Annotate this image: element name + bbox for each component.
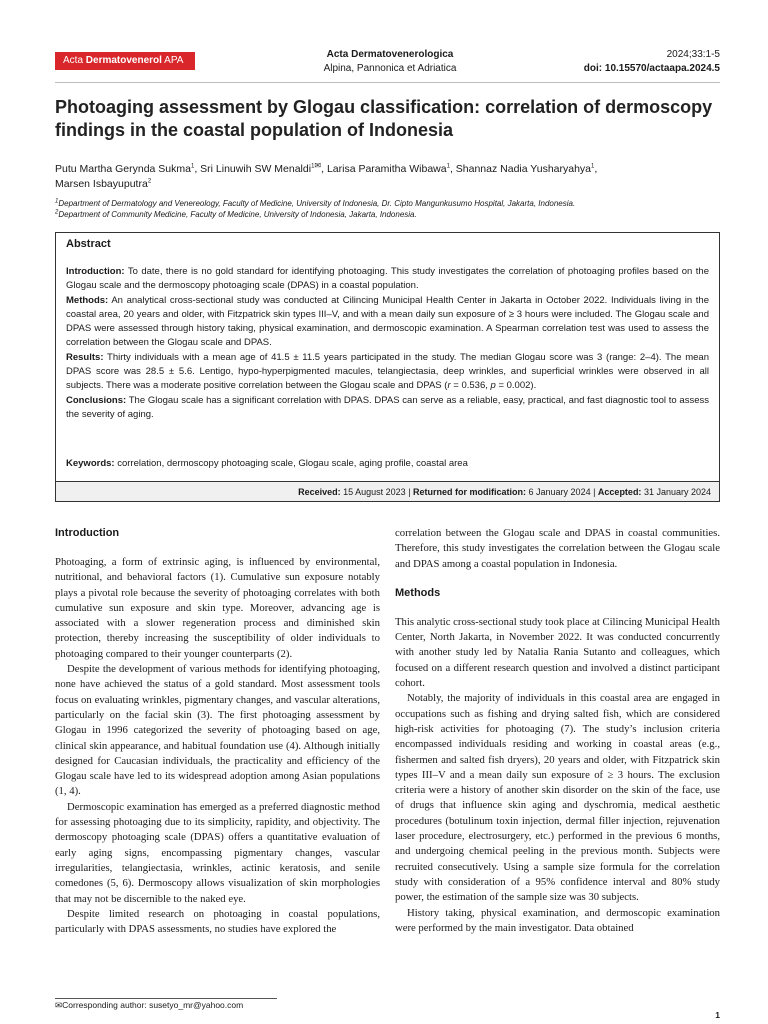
affiliation-item: $^1$Department of Dermatology and Venereology, Faculty of Medicine, University of Indonesia, Dr. Cipto Mangunkusumo Hospital, Jakarta, Indonesia. — [55, 198, 576, 208]
abstract-heading: Abstract — [66, 238, 111, 250]
introduction-heading: Introduction — [55, 527, 120, 539]
left-column — [55, 526, 380, 937]
abstract-box — [55, 232, 720, 502]
paragraph: Despite limited research on photoaging in coastal populations, particularly with DPAS assessments, no studies have explored the — [55, 907, 380, 936]
affiliation-item: $^2$Department of Community Medicine, Faculty of Medicine, University of Indonesia, Jakarta, Indonesia. — [55, 209, 417, 219]
right-column — [395, 526, 720, 936]
citation-block — [584, 48, 720, 76]
author-sup: 1 — [311, 163, 315, 170]
corresponding-email[interactable]: Corresponding author: susetyo_mr@yahoo.com — [62, 1000, 244, 1010]
abstract-body — [66, 265, 709, 422]
journal-name: Acta Dermatovenerologica — [326, 49, 454, 60]
paragraph: Photoaging, a form of extrinsic aging, is influenced by environmental, nutritional, and behavioral factors (1). Cumulative sun exposure notably plays a pivotal role because the severity of photoaging correlates with both cumulative sun exposure and skin type. Moreover, advancing age is associated with a slower regeneration process and diminished skin protection, thereby increasing the susceptibility of older individuals to photoaging compared to their younger counterparts (2). — [55, 556, 380, 660]
paragraph: Despite the development of various methods for identifying photoaging, none have achieved the status of a gold standard. Most assessment tools focus on evaluating wrinkles, pigmentary changes, and vascular alterations, particularly on the facial skin (3). The first photoaging assessment by Glogau in 1996 categorized the severity of photoaging based on age, clinical skin appearance, and habitual foundation use (4). Although initially designed for Caucasian individuals, the practicality and efficiency of the Glogau scale have led to its widespread adoption among Asian populations (1, 4). — [55, 663, 380, 798]
journal-subtitle: Alpina, Pannonica et Adriatica — [323, 63, 457, 74]
article-title: Photoaging assessment by Glogau classification: correlation of dermoscopy findings in the coastal population of Indonesia — [55, 97, 713, 140]
author-name[interactable]: Sri Linuwih SW Menaldi — [200, 163, 312, 175]
author-name[interactable]: Shannaz Nadia Yusharyahya — [455, 163, 592, 175]
author-name[interactable]: Putu Martha Gerynda Sukma — [55, 163, 191, 175]
abstract-conclusions: Conclusions: The Glogau scale has a significant correlation with DPAS. DPAS can serve as a reliable, easy, practical, and fast diagnostic tool to assess the severity of aging. — [66, 394, 709, 420]
author-name[interactable]: Marsen Isbayuputra — [55, 178, 148, 190]
article-dates: Received: 15 August 2023 | Returned for modification: 6 January 2024 | Accepted: 31 January 2024 — [56, 481, 719, 501]
author-sup: 1 — [591, 163, 595, 170]
author-list: Putu Martha Gerynda Sukma$^1$, Sri Linuwih SW Menaldi$^1$✉, Larisa Paramitha Wibawa$^1$, Shannaz Nadia Yusharyahya$^1$, Marsen Isbayuputra$^2$ — [55, 160, 598, 190]
journal-badge: Acta Dermatovenerol APA — [55, 52, 195, 70]
author-sup: 2 — [147, 178, 152, 185]
abstract-methods: Methods: An analytical cross-sectional study was conducted at Cilincing Municipal Health Center in Jakarta in October 2022. Individuals living in the coastal area, 20 years and older, with Fitzpatrick skin types III–V, and with a mean daily sun exposure of ≥ 3 hours were included. The Glogau scale and DPAS were assessed through history taking, physical examination, and dermoscopic examination. A Spearman correlation test was used to assess the correlation between the Glogau scale and DPAS. — [66, 294, 709, 349]
abstract-results: Results: Thirty individuals with a mean age of 41.5 ± 11.5 years participated in the study. The median Glogau score was 3 (range: 2–4). The mean DPAS score was 28.5 ± 5.6. Lentigo, hypo-hyperpigmented macules, telangiectasia, deep wrinkles, and superficial wrinkles were observed in all subjects. There was a moderate positive correlation between the Glogau scale and DPAS (r = 0.536, p = 0.002). — [66, 351, 709, 392]
methods-heading: Methods — [395, 586, 441, 599]
page-number: 1 — [715, 1010, 720, 1020]
corresponding-author — [55, 1000, 243, 1011]
journal-header — [0, 0, 768, 90]
paragraph: History taking, physical examination, and dermoscopic examination were performed by the main investigator. Data obtained — [395, 906, 720, 934]
doi-link[interactable]: doi: 10.15570/actaapa.2024.5 — [583, 63, 720, 74]
journal-name-block — [290, 48, 490, 76]
author-sup: 1 — [190, 163, 195, 170]
affiliations — [55, 198, 720, 220]
envelope-icon: ✉ — [55, 1000, 63, 1010]
abstract-introduction: Introduction: To date, there is no gold standard for identifying photoaging. This study investigates the correlation of photoaging profiles based on the Glogau scale and the dermoscopy photoaging scale (DPAS) in a coastal population. — [66, 266, 709, 292]
author-sup: 1 — [446, 163, 450, 170]
paragraph: Notably, the majority of individuals in this coastal area are engaged in occupations such as fishing and drying salted fish, which are considered high-risk activities for photoaging (7). The study’s inclusion criteria encompassed individuals residing and working in coastal areas (e.g., fishermen and salted fish dryers), 20 years and older, with Fitzpatrick skin types III–V and a mean daily sun exposure of ≥ 3 hours. The exclusion criteria were a history of another skin disorder on the skin of the face, use of drugs that influence skin aging and dyschromia, medical aesthetic procedures (botulinum toxin injection, dermal filler injection, rejuvenation laser procedure, electrosurgery, etc.) performed in the previous 6 months, and undergoing chemical peeling in the previous month. Subjects were recruited consecutively. Using a sample size formula for the correlation study with consideration of a 95% confidence interval and 80% study power, the estimation of the sample size was 30 subjects. — [395, 692, 720, 904]
author-name[interactable]: Larisa Paramitha Wibawa — [326, 163, 447, 175]
volume-info: 2024;33:1-5 — [666, 49, 720, 60]
footnote-divider — [55, 998, 277, 999]
paragraph: This analytic cross-sectional study took place at Cilincing Municipal Health Center, North Jakarta, in November 2022. It was conducted concurrently with another study led by Natalia Rania Sutanto and colleagues, which focused on a different research question and involved a distinct participant cohort. — [395, 615, 720, 690]
paragraph: Dermoscopic examination has emerged as a preferred diagnostic method for assessing photoaging due to its simplicity, rapidity, and objectivity. The dermoscopy photoaging scale (DPAS) offers a quantitative evaluation of early aging signs, encompassing pigmentary changes, vascular irregularities, telangiectasia, wrinkles, actinic keratosis, and senile comedones (5, 6). Dermoscopy allows visualization of skin morphologies that may not be discernible to the naked eye. — [55, 800, 380, 905]
paragraph: correlation between the Glogau scale and DPAS in coastal communities. Therefore, this study investigates the correlation between the Glogau scale and DPAS among a coastal population in Indonesia. — [395, 527, 720, 570]
keywords: Keywords: correlation, dermoscopy photoaging scale, Glogau scale, aging profile, coastal area — [66, 458, 468, 469]
header-divider — [55, 82, 720, 83]
